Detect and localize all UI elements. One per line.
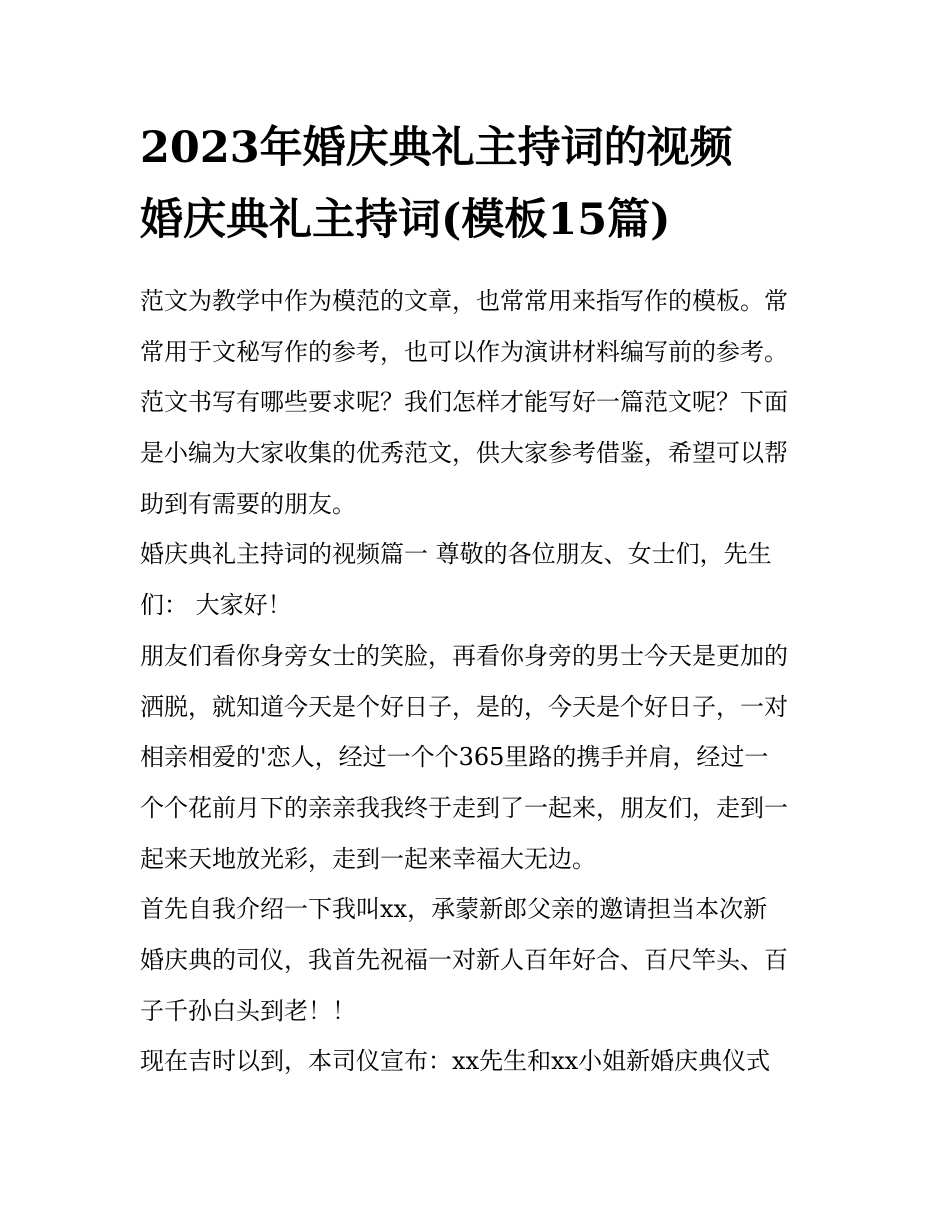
body-line-9: 洒脱，就知道今天是个好日子，是的，今天是个好日子，一对 [140, 692, 788, 721]
body-line-3: 范文书写有哪些要求呢？我们怎样才能写好一篇范文呢？下面 [140, 388, 788, 417]
body-line-5: 助到有需要的朋友。 [140, 489, 356, 518]
body-line-7: 们： 大家好！ [140, 591, 292, 620]
document-body [140, 276, 820, 1087]
body-line-16: 现在吉时以到，本司仪宣布：xx先生和xx小姐新婚庆典仪式 [140, 1047, 771, 1076]
body-line-10: 相亲相爱的'恋人，经过一个个365里路的携手并肩，经过一 [140, 743, 769, 772]
title-line-2: 婚庆典礼主持词(模板15篇) [140, 195, 671, 245]
body-line-12: 起来天地放光彩，走到一起来幸福大无边。 [140, 844, 596, 873]
body-line-2: 常用于文秘写作的参考，也可以作为演讲材料编写前的参考。 [140, 337, 788, 366]
body-line-13: 首先自我介绍一下我叫xx，承蒙新郎父亲的邀请担当本次新 [140, 895, 768, 924]
body-line-14: 婚庆典的司仪，我首先祝福一对新人百年好合、百尺竿头、百 [140, 945, 788, 974]
body-line-1: 范文为教学中作为模范的文章，也常常用来指写作的模板。常 [140, 287, 788, 315]
body-line-4: 是小编为大家收集的优秀范文，供大家参考借鉴，希望可以帮 [140, 439, 788, 468]
title-line-1: 2023年婚庆典礼主持词的视频 [140, 123, 733, 173]
document-title [140, 112, 820, 256]
body-line-8: 朋友们看你身旁女士的笑脸，再看你身旁的男士今天是更加的 [140, 641, 788, 670]
body-line-15: 子千孙白头到老！！ [140, 996, 356, 1025]
body-line-6: 婚庆典礼主持词的视频篇一 尊敬的各位朋友、女士们，先生 [140, 540, 772, 569]
body-line-11: 个个花前月下的亲亲我我终于走到了一起来，朋友们，走到一 [140, 793, 788, 822]
